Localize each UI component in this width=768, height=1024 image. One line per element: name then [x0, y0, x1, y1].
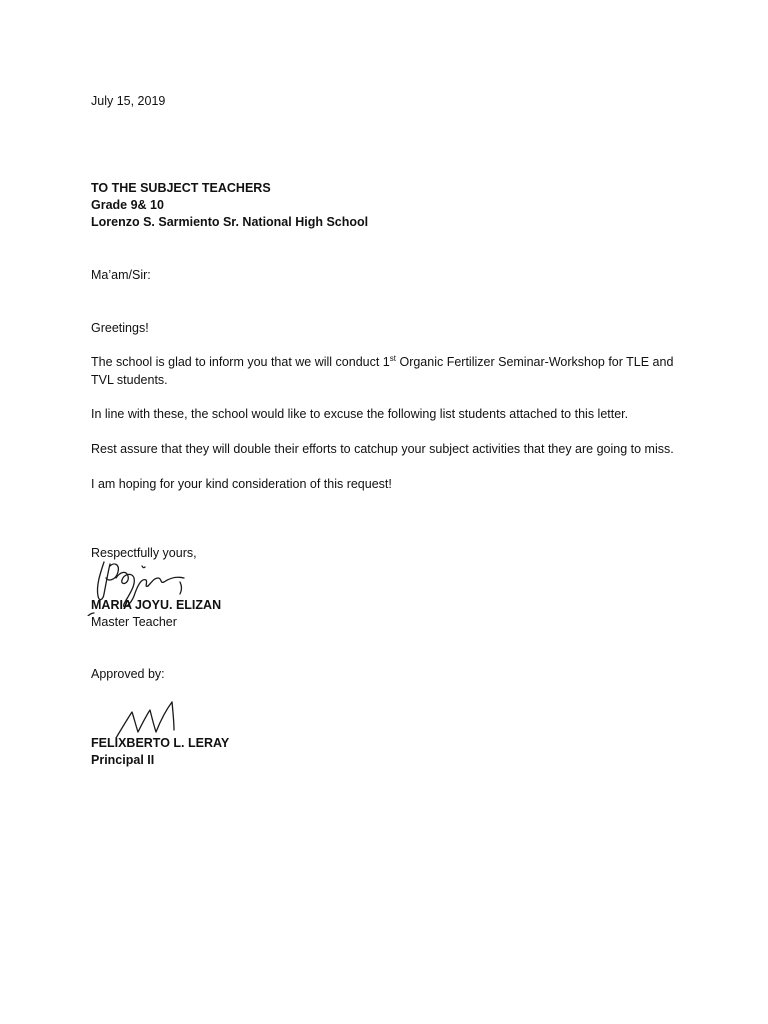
paragraph-excuse: In line with these, the school would like to excuse the following list students attached to this letter.	[91, 407, 629, 421]
sender-title: Master Teacher	[91, 615, 177, 629]
recipient-line-1: TO THE SUBJECT TEACHERS	[91, 181, 271, 195]
ordinal-suffix: st	[389, 353, 396, 363]
sender-name: MARIA JOYU. ELIZAN	[91, 598, 222, 612]
letter-date: July 15, 2019	[91, 94, 166, 108]
greeting: Greetings!	[91, 321, 149, 335]
paragraph-seminar	[91, 354, 681, 389]
approval-label: Approved by:	[91, 667, 165, 681]
recipient-line-3: Lorenzo S. Sarmiento Sr. National High School	[91, 215, 369, 229]
approver-name: FELIXBERTO L. LERAY	[91, 736, 230, 750]
recipient-line-2: Grade 9& 10	[91, 198, 164, 212]
paragraph-seminar-text-start: The school is glad to inform you that we will conduct 1	[91, 355, 390, 369]
salutation: Ma’am/Sir:	[91, 268, 151, 282]
closing: Respectfully yours,	[91, 546, 197, 560]
approver-title: Principal II	[91, 753, 155, 767]
paragraph-request: I am hoping for your kind consideration of this request!	[91, 477, 392, 491]
paragraph-assurance: Rest assure that they will double their efforts to catchup your subject activities that they are going to miss.	[91, 442, 674, 456]
paragraph-seminar-text-end: Organic Fertilizer Seminar-Workshop for TLE and TVL students.	[91, 355, 674, 387]
